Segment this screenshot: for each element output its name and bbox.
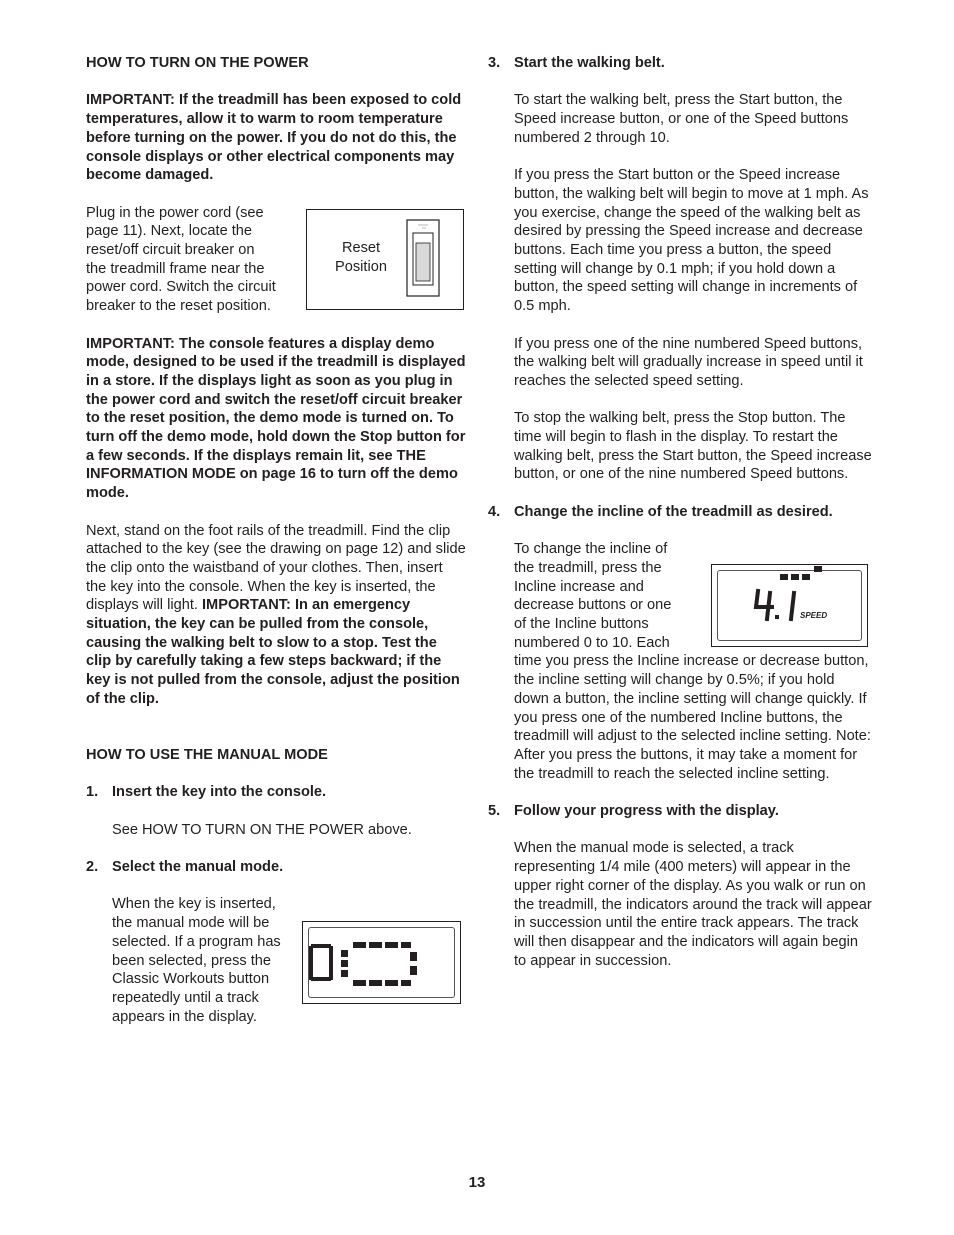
step-3-title: 3. Start the walking belt. xyxy=(488,55,665,71)
plug-in-text: Plug in the power cord (see page 11). Next, locate the reset/off circuit breaker on the treadmill frame near the power cord. Switch the circuit breaker to the reset position. xyxy=(86,204,276,315)
speed-display-icon xyxy=(712,565,867,646)
step-5-title: 5. Follow your progress with the display. xyxy=(488,803,779,820)
speed-label: SPEED xyxy=(800,611,828,620)
step-1-text: See HOW TO TURN ON THE POWER above. xyxy=(112,821,412,838)
step-4-text: To change the incline of the treadmill, press the Incline increase and decrease buttons or one of the Incline buttons numbered 0 to 10. Each time you press the Incline increase or decrease button, the incline setting will change by 0.5%; if you hold down a button, the incline setting will change quickly. If you press one of the numbered Incline buttons, the treadmill will adjust to the selected incline setting. Note: After you press the buttons, it may take a moment for the treadmill to reach the selected incline setting. xyxy=(514,541,871,782)
step-2-title: 2. Select the manual mode. xyxy=(86,859,284,876)
track-indicators xyxy=(341,942,417,986)
step-3-speed-text: If you press the Start button or the Speed increase button, the walking belt will begin to move at 1 mph. As you exercise, change the speed of the walking belt as desired by pressing the Speed increase and decrease buttons. Each time you press a button, the speed setting will change by 0.1 mph; if you hold down a button, the speed setting will change in increments of 0.5 mph. xyxy=(514,167,869,315)
step-3-start-text: To start the walking belt, press the Start button, the Speed increase button, or one of the Speed buttons numbered 2 through 10. xyxy=(514,92,849,146)
page-number: 13 xyxy=(468,1174,486,1191)
incline-bar-indicators xyxy=(780,566,822,580)
right-column xyxy=(488,54,872,989)
step-3-stop-text: To stop the walking belt, press the Stop button. The time will begin to flash in the display. To restart the walking belt, press the Start button, the Speed increase button, or one of the nine numbered Speed buttons. xyxy=(514,410,872,483)
track-digit-zero xyxy=(309,944,333,981)
speed-digits xyxy=(756,591,794,619)
important-demo-mode: IMPORTANT: The console features a display demo mode, designed to be used if the treadmill is displayed in a store. If the displays light as soon as you plug in the power cord and switch the reset/off circuit breaker to the reset position, the demo mode is turned on. To turn off the demo mode, hold down the Stop button for a few seconds. If the displays remain lit, see THE INFORMATION MODE on page 16 to turn off the demo mode. xyxy=(86,335,466,502)
speed-display-figure xyxy=(711,564,868,647)
reset-position-label: Reset Position xyxy=(335,240,387,275)
key-emergency-important: IMPORTANT: In an emergency situation, the key can be pulled from the console, causing the walking belt to slow to a stop. Test the clip by carefully taking a few steps backward; if the key is not pulled from the console, adjust the position of the clip. xyxy=(86,597,460,707)
step-2-text: When the key is inserted, the manual mode will be selected. If a program has been selected, press the Classic Workouts button repeatedly until a track appears in the display. xyxy=(112,896,281,1025)
circuit-breaker-switch-icon xyxy=(406,219,440,297)
step-5-text: When the manual mode is selected, a track representing 1/4 mile (400 meters) will appear in the upper right corner of the display. As you walk or run on the treadmill, the indicators around the track will appear in succession until the entire track appears. The track will then disappear and the indicators will again begin to appear in succession. xyxy=(514,840,872,969)
step-4-title: 4. Change the incline of the treadmill as desired. xyxy=(488,503,833,520)
step-1-title: 1. Insert the key into the console. xyxy=(86,784,327,801)
step-3-numbered-text: If you press one of the nine numbered Speed buttons, the walking belt will gradually increase in speed until it reaches the selected speed setting. xyxy=(514,335,863,389)
left-column xyxy=(86,54,466,1026)
track-display-figure xyxy=(302,921,461,1004)
decimal-point xyxy=(775,615,779,619)
foot-rails-text: Next, stand on the foot rails of the treadmill. Find the clip attached to the key (see the drawing on page 12) and slide the clip onto the waistband of your clothes. Then, insert the key into the console. When the key is inserted, the displays will light. IMPORTANT: In an emergency situation, the key can be pulled from the console, causing the walking belt to slow to a stop. Test the clip by carefully taking a few steps backward; if the key is not pulled from the console, adjust the position of the clip. xyxy=(86,522,466,707)
reset-breaker-figure xyxy=(306,209,464,310)
power-heading: HOW TO TURN ON THE POWER xyxy=(86,55,309,71)
manual-mode-heading: HOW TO USE THE MANUAL MODE xyxy=(86,746,328,763)
important-cold-warning: IMPORTANT: If the treadmill has been exposed to cold temperatures, allow it to warm to room temperature before turning on the power. If you do not do this, the console displays or other electrical components may become damaged. xyxy=(86,92,462,184)
track-display-icon xyxy=(303,922,460,1003)
